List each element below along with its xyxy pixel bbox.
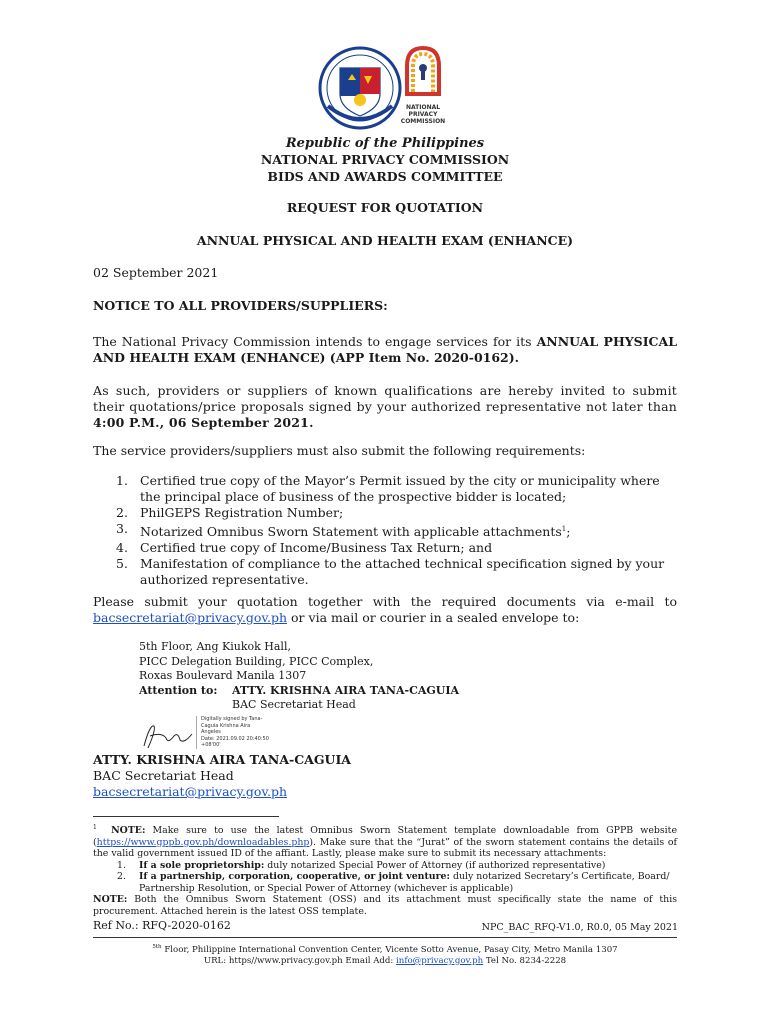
footnote: $^1$ NOTE: Make sure to use the latest Omnibus Sworn Statement template downloadable from GPPB website (https://www.gppb.gov.ph/downloadables.php). Make sure that the “Jurat” of the sworn statement contains the details of the valid government issued ID of the affiant. Lastly, please make sure to submit its necessary attachments: 1. If a sole proprietorship: duly notarized Special Power of Attorney (if authorized representative) 2. If a partnership, corporation, cooperative, or joint venture: duly notarized Secretary’s Certificate, Board/ Partnership Resolution, or Special Power of Attorney (whichever is applicable) NOTE: Both the Omnibus Sworn Statement (OSS) and its attachment must specifically state the name of this procurement. Attached herein is the latest OSS template. (93, 824, 677, 917)
agency-name: NATIONAL PRIVACY COMMISSION (260, 152, 510, 167)
signatory-title: BAC Secretariat Head (93, 768, 234, 783)
npc-logo-text: NATIONAL (405, 104, 441, 111)
footnote-divider (93, 816, 279, 817)
list-item: 1. If a sole proprietorship: duly notarized Special Power of Attorney (if authorized representative) (117, 859, 606, 871)
handwritten-signature (140, 718, 196, 752)
philippine-seal-logo (318, 46, 402, 130)
footnote-number: 1 (93, 824, 97, 831)
attention-title: BAC Secretariat Head (232, 698, 356, 711)
form-code: NPC_BAC_RFQ-V1.0, R0.0, 05 May 2021 (481, 922, 678, 933)
list-item: 2. If a partnership, corporation, cooperative, or joint venture: duly notarized Secretary’s Certificate, Board/ Partnership Resolution, or Special Power of Attorney (whichever is applicable) (117, 871, 670, 894)
reference-number: Ref No.: RFQ-2020-0162 (93, 919, 231, 932)
info-email-link[interactable]: info@privacy.gov.ph (396, 955, 484, 966)
document-date: 02 September 2021 (93, 265, 219, 280)
digital-signature-stamp: Digitally signed by Tana- Caguia Krishna Aira Angeles Date: 2021.09.02 20:40:50 +08'00' (196, 716, 269, 749)
requirements-list (116, 473, 678, 588)
deadline: 4:00 P.M., 06 September 2021. (93, 415, 314, 430)
bac-email-link[interactable]: bacsecretariat@privacy.gov.ph (93, 610, 288, 625)
attention-name: ATTY. KRISHNA AIRA TANA-CAGUIA (232, 683, 460, 697)
signatory-email-link[interactable]: bacsecretariat@privacy.gov.ph (93, 784, 288, 799)
gppb-link[interactable]: https://www.gppb.gov.ph/downloadables.php (96, 836, 310, 848)
signatory-name: ATTY. KRISHNA AIRA TANA-CAGUIA (93, 752, 351, 767)
app-item: (APP Item No. 2020-0162). (325, 350, 520, 365)
list-item: 1. Certified true copy of the Mayor’s Permit issued by the city or municipality where the principal place of business of the prospective bidder is located; (116, 473, 660, 504)
npc-logo (398, 42, 448, 132)
notice-heading: NOTICE TO ALL PROVIDERS/SUPPLIERS: (93, 298, 388, 313)
invitation-paragraph: As such, providers or suppliers of known qualifications are hereby invited to submit their quotations/price proposals signed by your authorized representative not later than 4:00 P.M., 06 September 2021. (93, 383, 677, 430)
submission-paragraph: Please submit your quotation together with the required documents via e-mail to bacsecretariat@privacy.gov.ph or via mail or courier in a sealed envelope to: (93, 594, 677, 625)
list-item: 2. PhilGEPS Registration Number; (116, 505, 344, 520)
list-item: 5. Manifestation of compliance to the attached technical specification signed by your authorized representative. (116, 556, 665, 588)
npc-logo-text: COMMISSION (400, 118, 446, 125)
mailing-address: 5th Floor, Ang Kiukok Hall, PICC Delegation Building, PICC Complex, Roxas Boulevard Manila 1307 Attention to: ATTY. KRISHNA AIRA TANA-CAGUIA BAC Secretariat Head (139, 640, 460, 711)
document-title: REQUEST FOR QUOTATION (286, 200, 484, 215)
list-item: 4. Certified true copy of Income/Business Tax Return; and (116, 540, 493, 556)
footer-divider (93, 937, 677, 938)
document-subject: ANNUAL PHYSICAL AND HEALTH EXAM (ENHANCE) (196, 233, 574, 248)
procurement-name: ANNUAL PHYSICAL AND HEALTH EXAM (ENHANCE) (93, 334, 677, 365)
footer-address: $^{5th}$ Floor, Philippine International Convention Center, Vicente Sotto Avenue, Pasay City, Metro Manila 1307 URL: https//www.privacy.gov.ph Email Add: info@privacy.gov.ph Tel No. 8234-2228 (152, 944, 618, 966)
republic-heading: Republic of the Philippines (285, 136, 485, 151)
npc-logo-text: PRIVACY (408, 111, 438, 118)
list-item: 3. Notarized Omnibus Sworn Statement with applicable attachments$^1$; (116, 521, 571, 540)
signatory-block (93, 752, 351, 800)
intro-paragraph: The National Privacy Commission intends to engage services for its ANNUAL PHYSICAL AND HEALTH EXAM (ENHANCE) (APP Item No. 2020-0162). (93, 334, 677, 365)
committee-name: BIDS AND AWARDS COMMITTEE (267, 169, 503, 184)
footnote-ref: 1 (561, 525, 567, 533)
attention-label: Attention to: (139, 683, 218, 697)
requirements-intro: The service providers/suppliers must also submit the following requirements: (93, 443, 586, 458)
